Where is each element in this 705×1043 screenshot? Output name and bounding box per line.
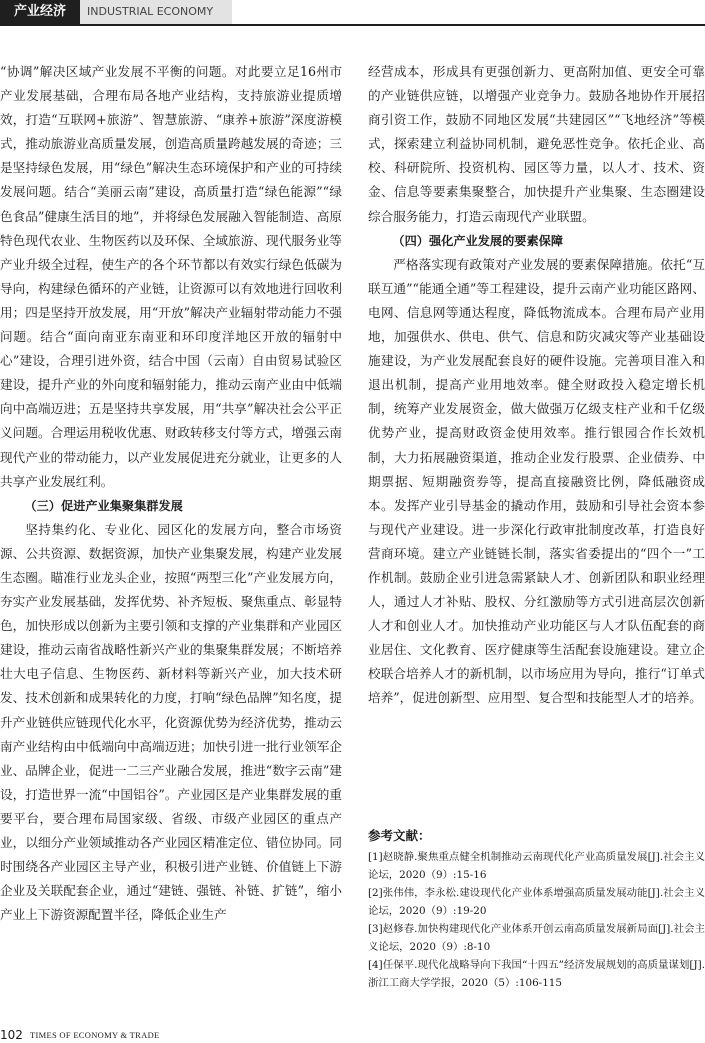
- header-rule: [0, 24, 705, 26]
- left-column: [0, 60, 342, 927]
- reference-item: [4]任保平.现代化战略导向下我国“十四五”经济发展规划的高质量谋划[J].浙江工商大学学报，2020（5）:106-115: [368, 959, 705, 989]
- paragraph: 经营成本，形成具有更强创新力、更高附加值、更安全可靠的产业链供应链，以增强产业竞争力。鼓励各地协作开展招商引资工作，鼓励不同地区发展“共建园区”“飞地经济”等模式，探索建立利益协同机制，避免恶性竞争。依托企业、高校、科研院所、投资机构、园区等力量，以人才、技术、资金、信息等要素集聚整合，加快提升产业集聚、生态圈建设综合服务能力，打造云南现代产业联盟。: [368, 64, 705, 224]
- page-header: [0, 0, 705, 26]
- page-number: 102: [0, 1028, 23, 1042]
- section-label-cn: 产业经济: [0, 0, 80, 24]
- references: [368, 826, 705, 992]
- paragraph: 坚持集约化、专业化、园区化的发展方向，整合市场资源、公共资源、数据资源，加快产业集聚发展，构建产业发展生态圈。瞄准行业龙头企业，按照“两型三化”产业发展方向，夯实产业发展基础，发挥优势、补齐短板、聚焦重点、彰显特色，加快形成以创新为主要引领和支撑的产业集群和产业园区建设，推动云南省战略性新兴产业的集聚集群发展；不断培养壮大电子信息、生物医药、新材料等新兴产业，加大技术研发、技术创新和成果转化的力度，打响“绿色品牌”知名度，提升产业链供应链现代化水平，化资源优势为经济优势，推动云南产业结构由中低端向中高端迈进；加快引进一批行业领军企业、品牌企业，促进一二三产业融合发展，推进“数字云南”建设，打造世界一流“中国铝谷”。产业园区是产业集群发展的重要平台，要合理布局国家级、省级、市级产业园区的重点产业，以细分产业领域推动各产业园区精准定位、错位协同。同时围绕各产业园区主导产业，积极引进产业链、价值链上下游企业及关联配套企业，通过“建链、强链、补链、扩链”，缩小产业上下游资源配置半径，降低企业生产: [0, 521, 342, 923]
- reference-item: [2]张伟伟，李永松.建设现代化产业体系增强高质量发展动能[J].社会主义论坛，2020（9）:19-20: [368, 887, 705, 917]
- reference-item: [1]赵晓静.聚焦重点健全机制推动云南现代化产业高质量发展[J].社会主义论坛，2020（9）:15-16: [368, 851, 705, 881]
- section-heading: （三）促进产业集聚集群发展: [24, 498, 183, 513]
- journal-name: TIMES OF ECONOMY & TRADE: [30, 1030, 160, 1040]
- section-label-en: INDUSTRIAL ECONOMY: [80, 0, 232, 24]
- page-footer: [0, 1027, 705, 1043]
- paragraph: 严格落实现有政策对产业发展的要素保障措施。依托“互联互通”“能通全通”等工程建设，提升云南产业功能区路网、电网、信息网等通达程度，降低物流成本。合理布局产业用地，加强供水、供电、供气、信息和防灾减灾等产业基础设施建设，为产业发展配套良好的硬件设施。完善项目准入和退出机制，提高产业用地效率。健全财政投入稳定增长机制，统筹产业发展资金，做大做强万亿级支柱产业和千亿级优势产业，提高财政资金使用效率。推行银园合作长效机制，大力拓展融资渠道，推动企业发行股票、企业债券、中期票据、短期融资券等，提高直接融资比例，降低融资成本。发挥产业引导基金的撬动作用，鼓励和引导社会资本参与现代产业建设。进一步深化行政审批制度改革，打造良好营商环境。建立产业链链长制，落实省委提出的“四个一”工作机制。鼓励企业引进急需紧缺人才、创新团队和职业经理人，通过人才补贴、股权、分红激励等方式引进高层次创新人才和创业人才。加快推动产业功能区与人才队伍配套的商业居住、文化教育、医疗健康等生活配套设施建设。建立企校联合培养人才的新机制，以市场应用为导向，推行“订单式培养”，促进创新型、应用型、复合型和技能型人才的培养。: [368, 256, 705, 706]
- section-heading: （四）强化产业发展的要素保障: [392, 233, 564, 248]
- paragraph: “协调”解决区域产业发展不平衡的问题。对此要立足16州市产业发展基础，合理布局各地产业结构，支持旅游业提质增效，打造“互联网+旅游”、智慧旅游、“康养+旅游”深度游模式，推动旅游业高质量发展，创造高质量跨越发展的奇迹；三是坚持绿色发展，用“绿色”解决生态环境保护和产业的可持续发展问题。结合“美丽云南”建设，高质量打造“绿色能源”“绿色食品”健康生活目的地”，并将绿色发展融入智能制造、高原特色现代农业、生物医药以及环保、全域旅游、现代服务业等产业升级全过程，使生产的各个环节都以有效实行绿色低碳为导向，构建绿色循环的产业链，让资源可以有效地进行回收利用；四是坚持开放发展，用“开放”解决产业辐射带动能力不强问题。结合“面向南亚东南亚和环印度洋地区开放的辐射中心”建设，合理引进外资，结合中国（云南）自由贸易试验区建设，提升产业的外向度和辐射能力，推动云南产业由中低端向中高端迈进；五是坚持共享发展，用“共享”解决社会公平正义问题。合理运用税收优惠、财政转移支付等方式，增强云南现代产业的带动能力，以产业发展促进充分就业，让更多的人共享产业发展红利。: [0, 64, 342, 489]
- reference-item: [3]赵修春.加快构建现代化产业体系开创云南高质量发展新局面[J].社会主义论坛，2020（9）:8-10: [368, 923, 705, 953]
- references-title: 参考文献：: [368, 828, 431, 843]
- right-column: [368, 60, 705, 711]
